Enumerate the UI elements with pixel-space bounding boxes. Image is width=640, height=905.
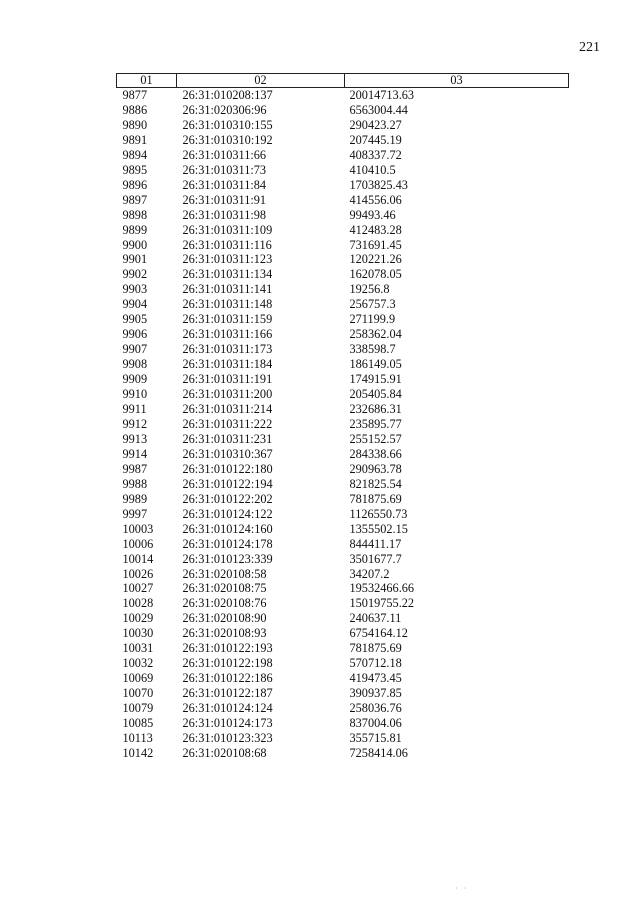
table-cell-col1: 9895 [122,162,148,177]
table-cell-col1: 9908 [122,357,148,372]
table-row [117,462,569,477]
table-row [117,267,569,282]
table-cell-col2: 26:31:010311:173 [182,342,273,357]
table-cell-col3: 235895.77 [349,416,402,431]
table-cell-col1: 10030 [122,626,154,641]
table-cell-col3: 7258414.06 [349,745,408,760]
table-cell-col2: 26:31:010122:194 [182,476,273,491]
table-cell-col3: 338598.7 [349,342,396,357]
table-cell-col2: 26:31:010124:178 [182,536,273,551]
table-cell-col3: 255152.57 [349,431,402,446]
table-cell-col2: 26:31:010124:160 [182,521,273,536]
table-row [117,223,569,238]
table-cell-col2: 26:31:010122:202 [182,491,273,506]
table-cell-col2: 26:31:010311:134 [182,267,273,282]
table-cell-col3: 174915.91 [349,372,402,387]
table-row [117,432,569,447]
table-cell-col2: 26:31:010311:191 [182,372,273,387]
column-header-02: 02 [177,74,345,88]
table-row [117,492,569,507]
table-cell-col1: 9904 [122,297,148,312]
table-cell-col1: 9900 [122,237,148,252]
table-cell-col2: 26:31:010311:200 [182,387,273,402]
table-cell-col1: 9894 [122,147,148,162]
table-cell-col3: 844411.17 [349,536,402,551]
table-row [117,522,569,537]
table-cell-col2: 26:31:010122:193 [182,641,273,656]
table-cell-col2: 26:31:010310:367 [182,446,273,461]
table-cell-col3: 290963.78 [349,461,402,476]
table-cell-col1: 10028 [122,596,154,611]
table-cell-col3: 34207.2 [349,566,390,581]
table-row [117,537,569,552]
table-cell-col1: 9997 [122,506,148,521]
table-row [117,641,569,656]
table-body [117,88,569,761]
table-cell-col3: 207445.19 [349,132,402,147]
table-cell-col2: 26:31:010311:222 [182,416,273,431]
table-row [117,417,569,432]
table-cell-col1: 10085 [122,716,154,731]
table-row [117,208,569,223]
table-cell-col1: 9890 [122,117,148,132]
table-cell-col3: 258036.76 [349,701,402,716]
table-row [117,148,569,163]
table-cell-col1: 9988 [122,476,148,491]
table-cell-col2: 26:31:010122:180 [182,461,273,476]
table-cell-col2: 26:31:010311:231 [182,431,273,446]
table-cell-col2: 26:31:010311:66 [182,147,267,162]
table-cell-col3: 3501677.7 [349,551,402,566]
table-cell-col3: 731691.45 [349,237,402,252]
table-row [117,327,569,342]
scan-specks: · · [455,884,467,893]
table-row [117,402,569,417]
table-row [117,731,569,746]
table-cell-col1: 10027 [122,581,154,596]
table-row [117,746,569,761]
table-cell-col1: 10113 [122,730,153,745]
table-cell-col2: 26:31:020108:75 [182,581,267,596]
table-cell-col1: 10029 [122,611,154,626]
table-cell-col1: 9899 [122,222,148,237]
table-cell-col1: 10014 [122,551,154,566]
table-cell-col3: 271199.9 [349,312,396,327]
table-cell-col1: 9914 [122,446,148,461]
table-cell-col1: 9913 [122,431,148,446]
table-cell-col2: 26:31:010311:123 [182,252,273,267]
table-cell-col2: 26:31:010311:73 [182,162,267,177]
table-row [117,238,569,253]
table-cell-col1: 9891 [122,132,148,147]
table-cell-col2: 26:31:010311:109 [182,222,273,237]
table-header-row [117,74,569,88]
table-cell-col3: 6563004.44 [349,102,408,117]
table-cell-col1: 9910 [122,387,148,402]
table-cell-col1: 10142 [122,745,154,760]
table-cell-col3: 120221.26 [349,252,402,267]
table-cell-col1: 9877 [122,88,148,102]
table-cell-col2: 26:31:010124:124 [182,701,273,716]
table-row [117,626,569,641]
table-cell-col2: 26:31:010122:187 [182,686,273,701]
table-cell-col3: 1126550.73 [349,506,408,521]
table-cell-col2: 26:31:010310:155 [182,117,273,132]
table-cell-col3: 205405.84 [349,387,402,402]
table-cell-col3: 186149.05 [349,357,402,372]
table-cell-col3: 19532466.66 [349,581,415,596]
table-row [117,552,569,567]
table-cell-col2: 26:31:010311:214 [182,402,273,417]
table-cell-col2: 26:31:010123:339 [182,551,273,566]
table-row [117,297,569,312]
table-cell-col1: 10031 [122,641,154,656]
table-cell-col1: 10003 [122,521,154,536]
table-cell-col2: 26:31:020108:90 [182,611,267,626]
table-cell-col1: 10006 [122,536,154,551]
table-cell-col2: 26:31:020108:76 [182,596,267,611]
table-row [117,567,569,582]
table-cell-col1: 10070 [122,686,154,701]
table-cell-col3: 162078.05 [349,267,402,282]
table-row [117,342,569,357]
table-cell-col2: 26:31:020108:93 [182,626,267,641]
table-cell-col2: 26:31:010208:137 [182,88,273,102]
table-row [117,701,569,716]
table-cell-col2: 26:31:010311:91 [182,192,267,207]
table-row [117,282,569,297]
table-row [117,507,569,522]
table-cell-col3: 781875.69 [349,641,402,656]
table-row [117,447,569,462]
table-cell-col2: 26:31:010311:166 [182,327,273,342]
table-cell-col3: 240637.11 [349,611,402,626]
table-cell-col1: 10026 [122,566,154,581]
table-row [117,312,569,327]
table-cell-col1: 9897 [122,192,148,207]
table-cell-col1: 9989 [122,491,148,506]
table-cell-col1: 9886 [122,102,148,117]
table-cell-col3: 570712.18 [349,656,402,671]
table-row [117,193,569,208]
table-row [117,252,569,267]
table-cell-col1: 9911 [122,402,147,417]
table-row [117,88,569,103]
table-cell-col1: 9909 [122,372,148,387]
table-cell-col1: 9901 [122,252,148,267]
table-row [117,178,569,193]
table-cell-col3: 19256.8 [349,282,390,297]
table-row [117,611,569,626]
table-cell-col2: 26:31:010124:173 [182,716,273,731]
table-cell-col2: 26:31:010311:98 [182,207,267,222]
table-cell-col2: 26:31:010311:84 [182,177,267,192]
table-cell-col2: 26:31:010311:141 [182,282,273,297]
table-row [117,671,569,686]
table-cell-col1: 9898 [122,207,148,222]
data-table [116,73,569,761]
table-cell-col2: 26:31:010124:122 [182,506,273,521]
table-row [117,596,569,611]
table-cell-col2: 26:31:010122:198 [182,656,273,671]
table-row [117,133,569,148]
table-cell-col2: 26:31:010123:323 [182,730,273,745]
table-cell-col2: 26:31:010311:116 [182,237,272,252]
table-cell-col3: 1703825.43 [349,177,408,192]
table-cell-col1: 10032 [122,656,154,671]
table-row [117,163,569,178]
table-cell-col3: 412483.28 [349,222,402,237]
table-cell-col3: 99493.46 [349,207,396,222]
table-cell-col2: 26:31:010122:186 [182,671,273,686]
table-cell-col3: 256757.3 [349,297,396,312]
table-cell-col3: 408337.72 [349,147,402,162]
table-cell-col3: 821825.54 [349,476,402,491]
table-cell-col3: 232686.31 [349,402,402,417]
table-cell-col3: 290423.27 [349,117,402,132]
table-cell-col3: 15019755.22 [349,596,415,611]
table-cell-col3: 390937.85 [349,686,402,701]
table-row [117,716,569,731]
table-cell-col3: 1355502.15 [349,521,408,536]
table-cell-col1: 9903 [122,282,148,297]
table-cell-col1: 9906 [122,327,148,342]
table-cell-col3: 355715.81 [349,730,402,745]
table-cell-col1: 10069 [122,671,154,686]
table-cell-col2: 26:31:010311:148 [182,297,273,312]
table-cell-col2: 26:31:010311:184 [182,357,273,372]
table-cell-col1: 9896 [122,177,148,192]
table-cell-col3: 410410.5 [349,162,396,177]
table-row [117,686,569,701]
table-cell-col3: 6754164.12 [349,626,408,641]
column-header-03: 03 [345,74,569,88]
page-number: 221 [579,40,600,55]
table-row [117,387,569,402]
table-row [117,477,569,492]
table-cell-col2: 26:31:020108:68 [182,745,267,760]
table-row [117,656,569,671]
table-cell-col3: 781875.69 [349,491,402,506]
column-header-01: 01 [117,74,177,88]
table-cell-col1: 9912 [122,416,148,431]
table-row [117,103,569,118]
table-cell-col1: 9907 [122,342,148,357]
table-cell-col2: 26:31:020306:96 [182,102,267,117]
table-cell-col3: 414556.06 [349,192,402,207]
table-cell-col1: 10079 [122,701,154,716]
table-row [117,357,569,372]
table-cell-col1: 9905 [122,312,148,327]
table-cell-col2: 26:31:010310:192 [182,132,273,147]
table-row [117,581,569,596]
table-cell-col3: 284338.66 [349,446,402,461]
table-row [117,372,569,387]
table-cell-col1: 9902 [122,267,148,282]
table-cell-col2: 26:31:020108:58 [182,566,267,581]
table-row [117,118,569,133]
table-cell-col3: 20014713.63 [349,88,415,102]
table-cell-col1: 9987 [122,461,148,476]
table-cell-col3: 419473.45 [349,671,402,686]
table-cell-col3: 837004.06 [349,716,402,731]
table-cell-col2: 26:31:010311:159 [182,312,273,327]
table-cell-col3: 258362.04 [349,327,402,342]
